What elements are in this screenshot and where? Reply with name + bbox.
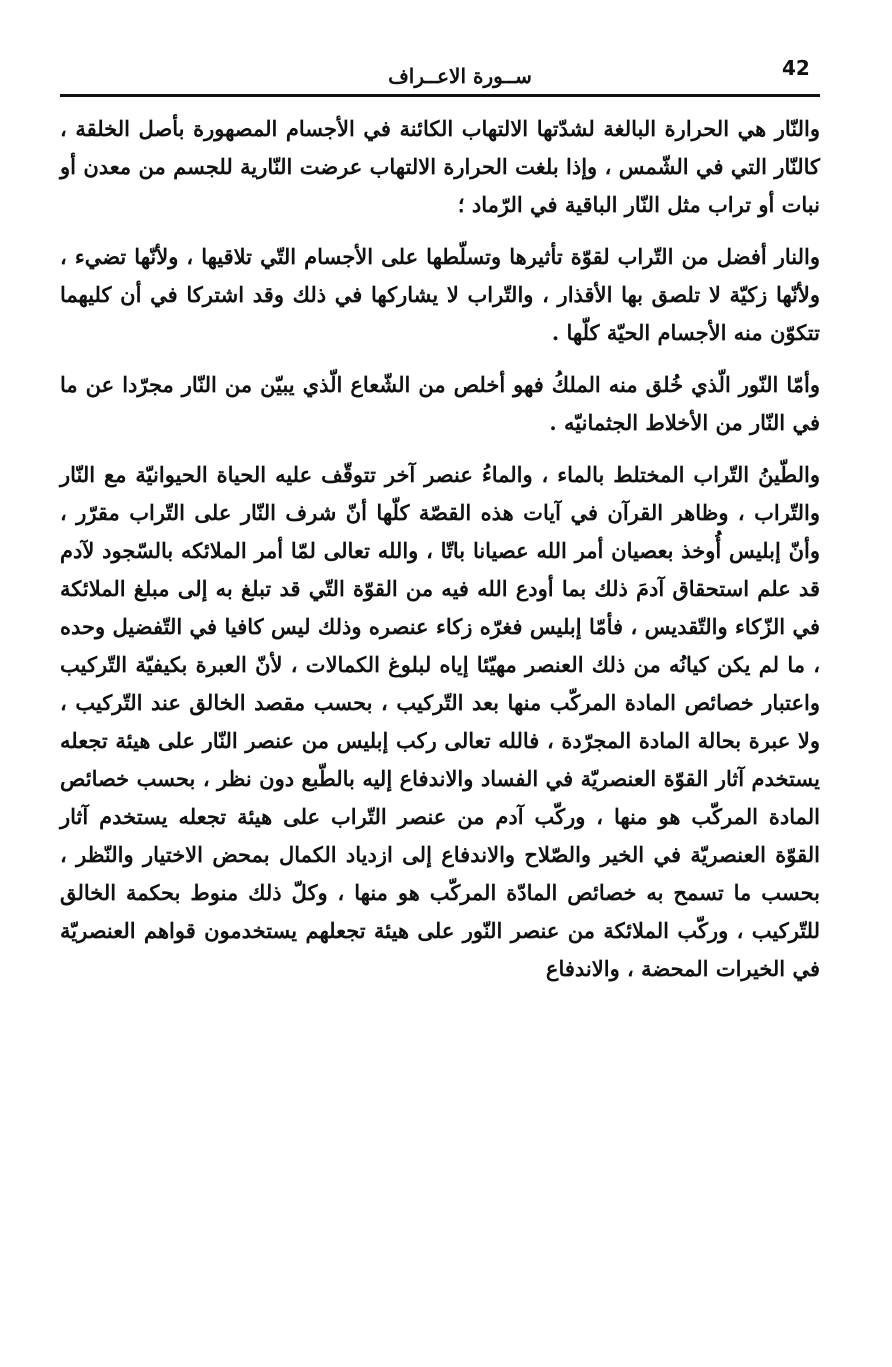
- page-header: [60, 50, 820, 96]
- header-rule: [60, 94, 820, 97]
- paragraph: والنار أفضل من التّراب لقوّة تأثيرها وتسلّطها على الأجسام التّي تلاقيها ، ولأنّها تضيء ، ولأنّها زكيّة لا تلصق بها الأقذار ، والتّراب لا يشاركها في ذلك وقد اشتركا في أن كليهما تتكوّن منه الأجسام الحيّة كلّها .: [60, 244, 820, 345]
- body-text: [60, 110, 820, 988]
- running-title: ســورة الاعــراف: [388, 64, 532, 88]
- paragraph: والنّار هي الحرارة البالغة لشدّتها الالتهاب الكائنة في الأجسام المصهورة بأصل الخلقة ، كالنّار التي في الشّمس ، وإذا بلغت الحرارة الالتهاب عرضت النّارية للجسم من معدن أو نبات أو تراب مثل النّار الباقية في الرّماد ؛: [60, 116, 820, 217]
- page-number: 42: [782, 56, 810, 80]
- paragraph: والطّينُ التّراب المختلط بالماء ، والماءُ عنصر آخر تتوقّف عليه الحياة الحيوانيّة مع النّار والتّراب ، وظاهر القرآن في آيات هذه القصّة كلّها أنّ شرف النّار على التّراب مقرّر ، وأنّ إبليس أُوخذ بعصيان أمر الله عصيانا باتّا ، والله تعالى لمّا أمر الملائكه بالسّجود لآدم قد علم استحقاق آدمَ ذلك بما أودع الله فيه من القوّة التّي قد تبلغ به إلى مبلغ الملائكة في الزّكاء والتّقديس ، فأمّا إبليس فغرّه زكاء عنصره وذلك ليس كافيا في التّفضيل وحده ، ما لم يكن كيانُه من ذلك العنصر مهيّئا إياه لبلوغ الكمالات ، لأنّ العبرة بكيفيّة التّركيب واعتبار خصائص المادة المركّب منها بعد التّركيب ، بحسب مقصد الخالق عند التّركيب ، ولا عبرة بحالة المادة المجرّدة ، فالله تعالى ركب إبليس من عنصر النّار على هيئة تجعله يستخدم آثار القوّة العنصريّة في الفساد والاندفاع إليه بالطّبع دون نظر ، بحسب خصائص المادة المركّب هو منها ، وركّب آدم من عنصر التّراب على هيئة تجعله يستخدم آثار القوّة العنصريّة في الخير والصّلاح والاندفاع إلى ازدياد الكمال بمحض الاختيار والنّظر ، بحسب ما تسمح به خصائص المادّة المركّب هو منها ، وكلّ ذلك منوط بحكمة الخالق للتّركيب ، وركّب الملائكة من عنصر النّور على هيئة تجعلهم يستخدمون قواهم العنصريّة في الخيرات المحضة ، والاندفاع: [60, 462, 820, 981]
- paragraph: وأمّا النّور الّذي خُلق منه الملكُ فهو أخلص من الشّعاع الّذي يبيّن من النّار مجرّدا عن ما في النّار من الأخلاط الجثمانيّه .: [60, 372, 820, 435]
